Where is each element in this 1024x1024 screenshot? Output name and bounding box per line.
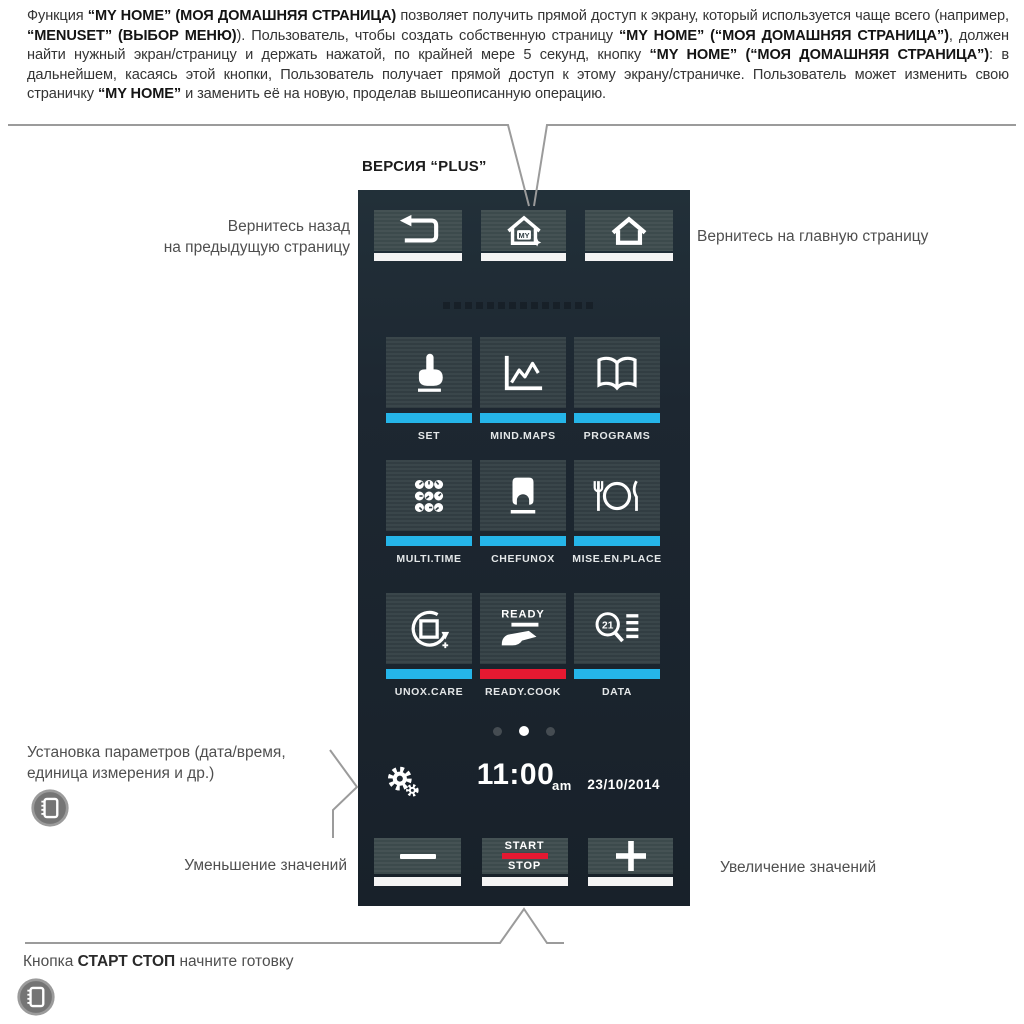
intro-paragraph: Функция “MY HOME” (МОЯ ДОМАШНЯЯ СТРАНИЦА) позволяет получить прямой доступ к экрану, который используется чаще всего (например, “MENUSET” (ВЫБОР МЕНЮ)). Пользователь, чтобы создать собственную страницу “MY HOME” (“МОЯ ДОМАШНЯЯ СТРАНИЦА”), должен найти нужный экран/страницу и держать нажатой, по крайней мере 5 секунд, кнопку “MY HOME” (“МОЯ ДОМАШНЯЯ СТРАНИЦА”): в дальнейшем, касаясь этой кнопки, Пользователь получает прямой доступ к этому экрану/страничке. Пользователь может изменить свою страничку “MY HOME” и заменить её на новую, проделав вышеописанную операцию. [27,8,1010,102]
annotation-start-prefix: Кнопка [23,953,78,970]
pagination-dot[interactable] [546,727,555,736]
tile-label: MISE.EN.PLACE [572,553,662,565]
back-arrow-icon [393,214,443,247]
my-home-icon [499,213,549,249]
booklet-icon [30,788,70,828]
clock-date: 23/10/2014 [587,777,660,792]
annotation-start-suffix: начните готовку [175,953,294,970]
annotation-start-bold: СТАРТ СТОП [77,953,176,970]
controls-row [374,838,673,886]
nav-my-home-button[interactable] [481,210,566,251]
annotation-home: Вернитесь на главную страницу [697,228,929,245]
tile-accent-bar [574,669,660,679]
booklet-icon [16,977,56,1017]
tile-row-1 [386,337,660,442]
tile-label: UNOX.CARE [394,686,464,698]
tile-label: CHEFUNOX [491,553,555,565]
minus-button[interactable] [374,838,461,874]
faint-screen-text [443,302,593,309]
annotation-increase: Увеличение значений [720,859,877,876]
plus-icon [616,841,646,871]
open-book-icon [593,353,641,393]
tile-mind-maps[interactable] [480,337,566,442]
tile-multi-time[interactable] [386,460,472,565]
start-stop-button[interactable] [482,838,568,874]
tile-ready-cook[interactable] [480,593,566,698]
nav-underline [585,253,673,261]
plus-button[interactable] [588,838,673,874]
annotation-back [164,216,350,258]
tile-data[interactable] [574,593,660,698]
start-label: START [504,840,545,852]
annotation-start-stop [23,951,294,972]
annotation-decrease: Уменьшение значений [184,857,347,874]
tile-label: MIND.MAPS [490,430,556,442]
svg-text:MY: MY [517,230,530,240]
tile-unox-care[interactable] [386,593,472,698]
start-stop-red-bar [502,853,548,859]
pagination-dot[interactable] [519,726,529,736]
tile-label: MULTI.TIME [396,553,462,565]
nav-underline [481,253,566,261]
tile-accent-bar [574,413,660,423]
stop-label: STOP [508,860,541,872]
annotation-back-line1: Вернитесь назад [227,218,350,235]
nav-underline [374,253,462,261]
tile-accent-bar [480,669,566,679]
tile-mise-en-place[interactable] [574,460,660,565]
plate-cutlery-icon [591,475,643,517]
tile-label: PROGRAMS [583,430,651,442]
nav-row [374,210,673,261]
annotation-settings-line1: Установка параметров (дата/время, [27,744,286,761]
annotation-settings-line2: единица измерения и др.) [27,765,215,782]
clock-time: 11:00 [476,758,555,791]
tile-row-2 [386,460,660,565]
annotation-settings [27,742,286,784]
svg-text:READY: READY [501,607,545,620]
tile-label: READY.COOK [484,686,561,698]
tile-accent-bar [480,536,566,546]
control-underline [588,877,673,886]
tile-row-3 [386,593,660,698]
tile-accent-bar [386,536,472,546]
tile-accent-bar [574,536,660,546]
line-chart-icon [500,352,546,394]
control-underline [482,877,568,886]
tile-accent-bar [386,669,472,679]
tile-set[interactable] [386,337,472,442]
minus-icon [400,854,436,859]
search-list-icon [591,608,643,650]
hand-pointing-icon [407,350,451,396]
version-label: ВЕРСИЯ “PLUS” [362,158,487,175]
chef-icon [502,474,544,518]
oven-touch-panel [358,190,690,906]
tile-accent-bar [386,413,472,423]
annotation-back-line2: на предыдущую страницу [163,239,350,256]
nav-home-button[interactable] [585,210,673,251]
clock-meridiem: am [552,778,572,793]
tile-label: SET [417,430,441,442]
nav-back-button[interactable] [374,210,462,251]
tile-label: DATA [601,686,632,698]
svg-text:21: 21 [602,620,614,632]
tile-accent-bar [480,413,566,423]
pagination-dot[interactable] [493,727,502,736]
pagination-dots [358,726,690,736]
tile-chefunox[interactable] [480,460,566,565]
timers-grid-icon [406,476,452,516]
control-underline [374,877,461,886]
home-icon [606,215,652,247]
care-refresh-icon [406,606,452,652]
tile-programs[interactable] [574,337,660,442]
hand-tray-icon [496,605,550,653]
settings-gear-icon[interactable] [384,762,424,802]
